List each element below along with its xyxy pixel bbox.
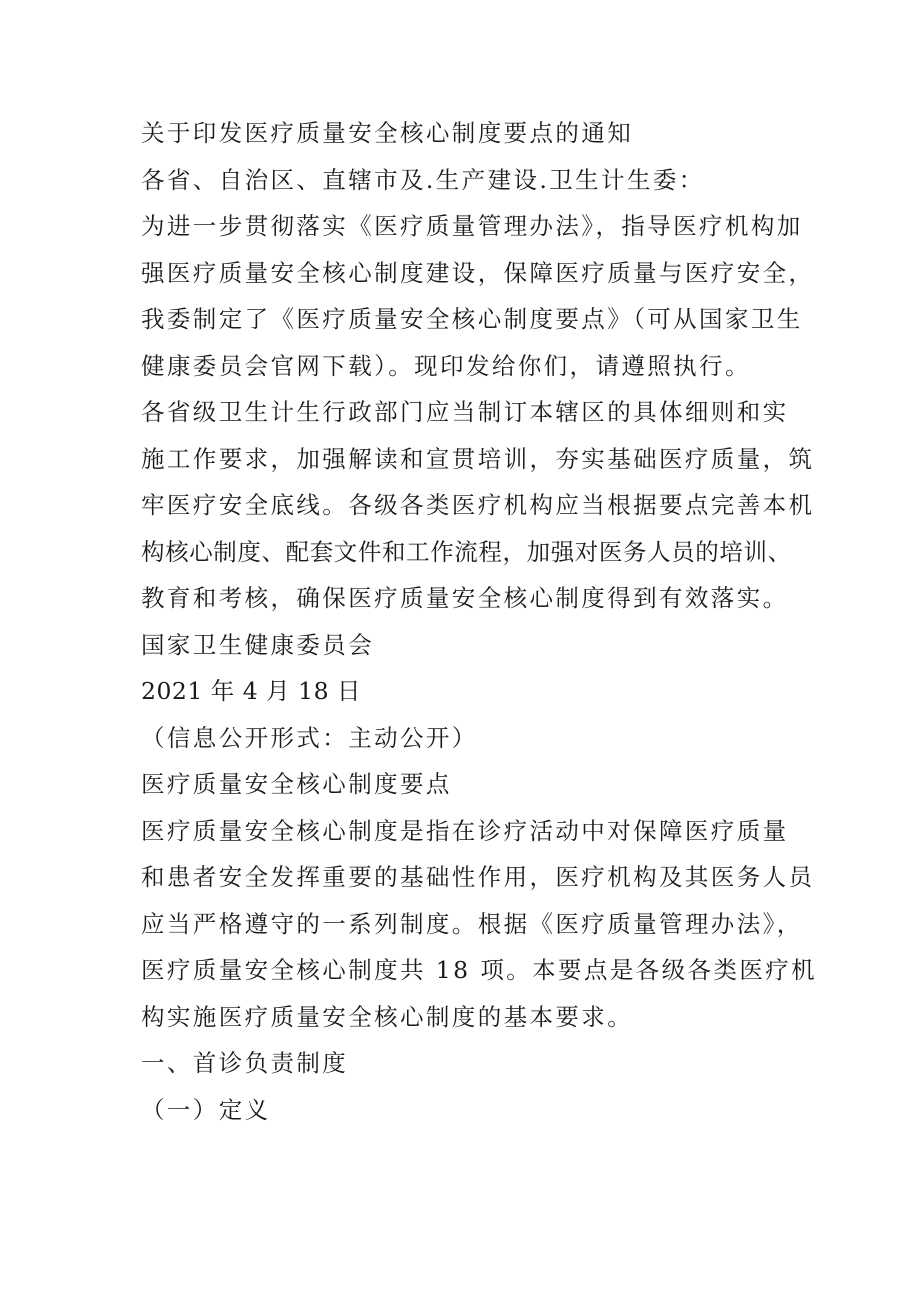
paragraph-line: 施工作要求，加强解读和宣贯培训，夯实基础医疗质量，筑: [141, 444, 815, 473]
paragraph-line: 各省级卫生计生行政部门应当制订本辖区的具体细则和实: [141, 398, 789, 426]
paragraph-line: 教育和考核，确保医疗质量安全核心制度得到有效落实。: [141, 584, 789, 612]
document-title: 关于印发医疗质量安全核心制度要点的通知: [141, 119, 634, 147]
document-body: [141, 110, 818, 1133]
paragraph-line: 和患者安全发挥重要的基础性作用，医疗机构及其医务人员: [141, 863, 815, 891]
paragraph-line: 医疗质量安全核心制度是指在诊疗活动中对保障医疗质量: [141, 816, 789, 845]
paragraph-line: 我委制定了《医疗质量安全核心制度要点》（可从国家卫生: [141, 305, 803, 333]
paragraph-line: 牢医疗安全底线。各级各类医疗机构应当根据要点完善本机: [141, 491, 815, 519]
paragraph-line: 构实施医疗质量安全核心制度的基本要求。: [141, 1002, 634, 1031]
paragraph-line: 应当严格遵守的一系列制度。根据《医疗质量管理办法》，: [141, 909, 803, 938]
disclosure-note: （信息公开形式：主动公开）: [141, 723, 478, 752]
paragraph-line: 健康委员会官网下载）。现印发给你们，请遵照执行。: [141, 351, 751, 380]
section-heading: 一、首诊负责制度: [141, 1049, 349, 1077]
paragraph-line: 强医疗质量安全核心制度建设，保障医疗质量与医疗安全，: [141, 258, 815, 287]
section-title: 医疗质量安全核心制度要点: [141, 770, 452, 798]
paragraph-line: 医疗质量安全核心制度共 18 项。本要点是各级各类医疗机: [141, 956, 818, 984]
issue-date: 2021 年 4 月 18 日: [141, 677, 362, 705]
salutation: 各省、自治区、直辖市及.生产建设.卫生计生委：: [141, 165, 705, 194]
paragraph-line: 构核心制度、配套文件和工作流程，加强对医务人员的培训、: [141, 537, 792, 566]
paragraph-line: 为进一步贯彻落实《医疗质量管理办法》，指导医疗机构加: [141, 212, 803, 240]
issuer-signature: 国家卫生健康委员会: [141, 630, 375, 659]
subsection-heading: （一）定义: [141, 1095, 271, 1124]
